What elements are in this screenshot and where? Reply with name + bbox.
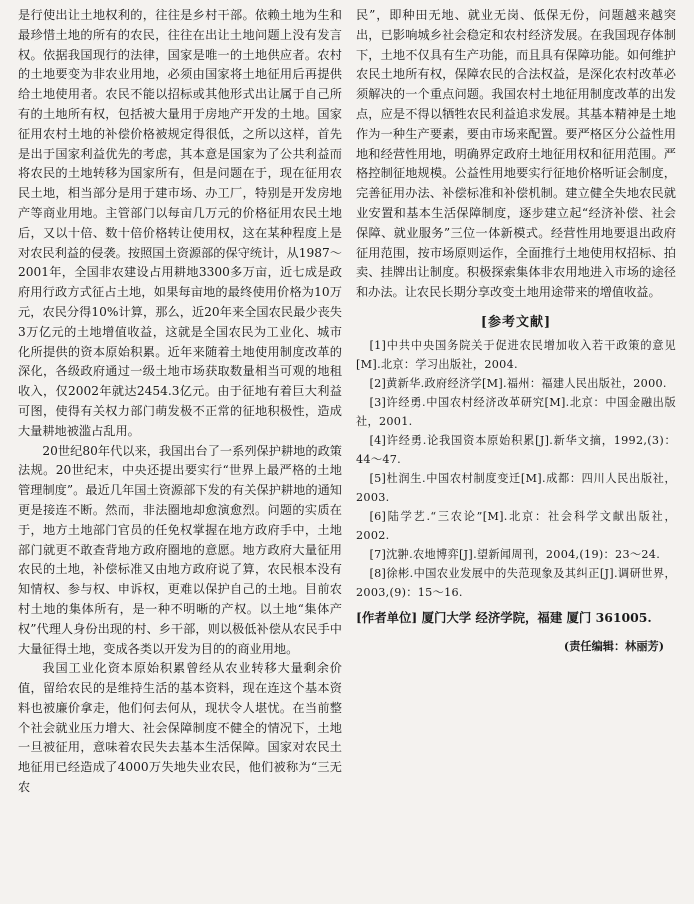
reference-item: [5]杜润生.中国农村制度变迁[M].成都：四川人民出版社，2003. [356, 471, 676, 504]
left-column [18, 6, 342, 898]
body-paragraph: 20世纪80年代以来，我国出台了一系列保护耕地的政策法规。20世纪末，中央还提出要实行“世界上最严格的土地管理制度”。最近几年国土资源部下发的有关保护耕地的通知更是接连不断。然而，非法圈地却愈演愈烈。问题的实质在于，地方土地部门官员的任免权掌握在地方政府手中，土地部门就更不敢查背地方政府圈地的意愿。地方政府大量征用农民的土地，补偿标准又由地方政府说了算，农民根本没有知情权、参与权、申诉权，更难以保护自己的土地。目前农村土地的集体所有，是一种不明晰的产权。以土地“集体产权”代理人身份出现的村、乡干部，则以极低补偿从农民手中大量征得土地，变成各类以开发为目的的商业用地。 [18, 443, 342, 656]
references-list [356, 336, 676, 602]
reference-item: [3]许经勇.中国农村经济改革研究[M].北京：中国金融出版社，2001. [356, 395, 676, 428]
reference-item: [4]许经勇.论我国资本原始积累[J].新华文摘，1992,(3)：44～47. [356, 433, 676, 466]
responsible-editor: (责任编辑：林丽芳) [563, 638, 664, 653]
body-paragraph: 我国工业化资本原始积累曾经从农业转移大量剩余价值，留给农民的是维持生活的基本资料，现在连这个基本资料也被廉价拿走，他们何去何从，现状令人堪忧。在当前整个社会就业压力增大、社会保障制度不健全的情况下，土地一旦被征用，意味着农民失去基本生活保障。国家对农民土地征用已经造成了4000万失地失业农民，他们被称为“三无农 [18, 661, 342, 795]
reference-item: [2]黄新华.政府经济学[M].福州：福建人民出版社，2000. [369, 376, 667, 390]
reference-item: [6]陆学艺.“三农论”[M].北京：社会科学文献出版社，2002. [356, 509, 676, 542]
body-paragraph: 是行使出让土地权利的，往往是乡村干部。依赖土地为生和最珍惜土地的所有的农民，往往在出让土地问题上没有发言权。依据我国现行的法律，国家是唯一的土地供应者。农村的土地要变为非农业用地，必须由国家将土地征用后再提供给土地使用者。农民不能以招标或其他形式出让属于自己所有的土地所有权，包括被大量用于房地产开发的土地。国家征用农村土地的补偿价格被规定得很低，之所以这样，首先是出于国家利益优先的考虑，其本意是国家为了公共利益而将农民的土地转移为国家所有，但是问题在于，现在征用农民土地，相当部分是用于建市场、办工厂，特别是开发房地产等商业用地。主管部门以每亩几万元的价格征用农民土地后，又以十倍、数十倍价格转让使用权，这在某种程度上是对农民利益的侵袭。按照国土资源部的保守统计，从1987～2001年，全国非农建设占用耕地3300多万亩，近七成是政府用行政方式征占土地，如果每亩地的最终使用价格为10万元，农民分得10%计算，那么，近20年来全国农民最少丧失3万亿元的土地增值收益，这就是全国农民为工业化、城市化所提供的资本原始积累。近年来随着土地使用制度改革的深化，各级政府通过一级土地市场获取数量相当可观的地租收入，仅2002年就达2454.3亿元。由于征地有着巨大利益可图，使得有关权力部门萌发极不正常的征地积极性，造成大量耕地被滥占乱用。 [18, 8, 342, 438]
reference-item: [1]中共中央国务院关于促进农民增加收入若干政策的意见[M].北京：学习出版社，2004. [356, 338, 676, 371]
reference-item: [7]沈翀.农地博弈[J].望新闻周刊，2004,(19)：23～24. [369, 547, 661, 561]
body-paragraph: 民”，即种田无地、就业无岗、低保无份，问题越来越突出，已影响城乡社会稳定和农村经济发展。在我国现存体制下，土地不仅具有生产功能，而且具有保障功能。如何维护农民土地所有权，保障农民的合法权益，是深化农村改革必须解决的一个重点问题。我国农村土地征用制度改革的出发点，应是不得以牺牲农民利益追求发展。其基本精神是土地作为一种生产要素，要由市场来配置。要严格区分公益性用地和经营性用地，明确界定政府土地征用权和征用范围。严格控制征地规模。公益性用地要实行征地价格听证会制度，完善征用办法、补偿标准和补偿机制。建立健全失地农民就业安置和基本生活保障制度，逐步建立起“经济补偿、社会保障、就业服务”三位一体新模式。经营性用地要退出政府征用范围，按市场原则运作，全面推行土地使用权招标、拍卖、挂牌出让制度。积极探索集体非农用地进入市场的途径和办法。让农民长期分享改变土地用途带来的增值收益。 [356, 8, 676, 300]
author-affiliation: [作者单位] 厦门大学 经济学院，福建 厦门 361005. [356, 609, 652, 625]
right-column [356, 6, 676, 898]
reference-item: [8]徐彬.中国农业发展中的失范现象及其纠正[J].调研世界，2003,(9)：15～16. [356, 566, 676, 599]
references-heading: [参考文献] [480, 314, 552, 330]
